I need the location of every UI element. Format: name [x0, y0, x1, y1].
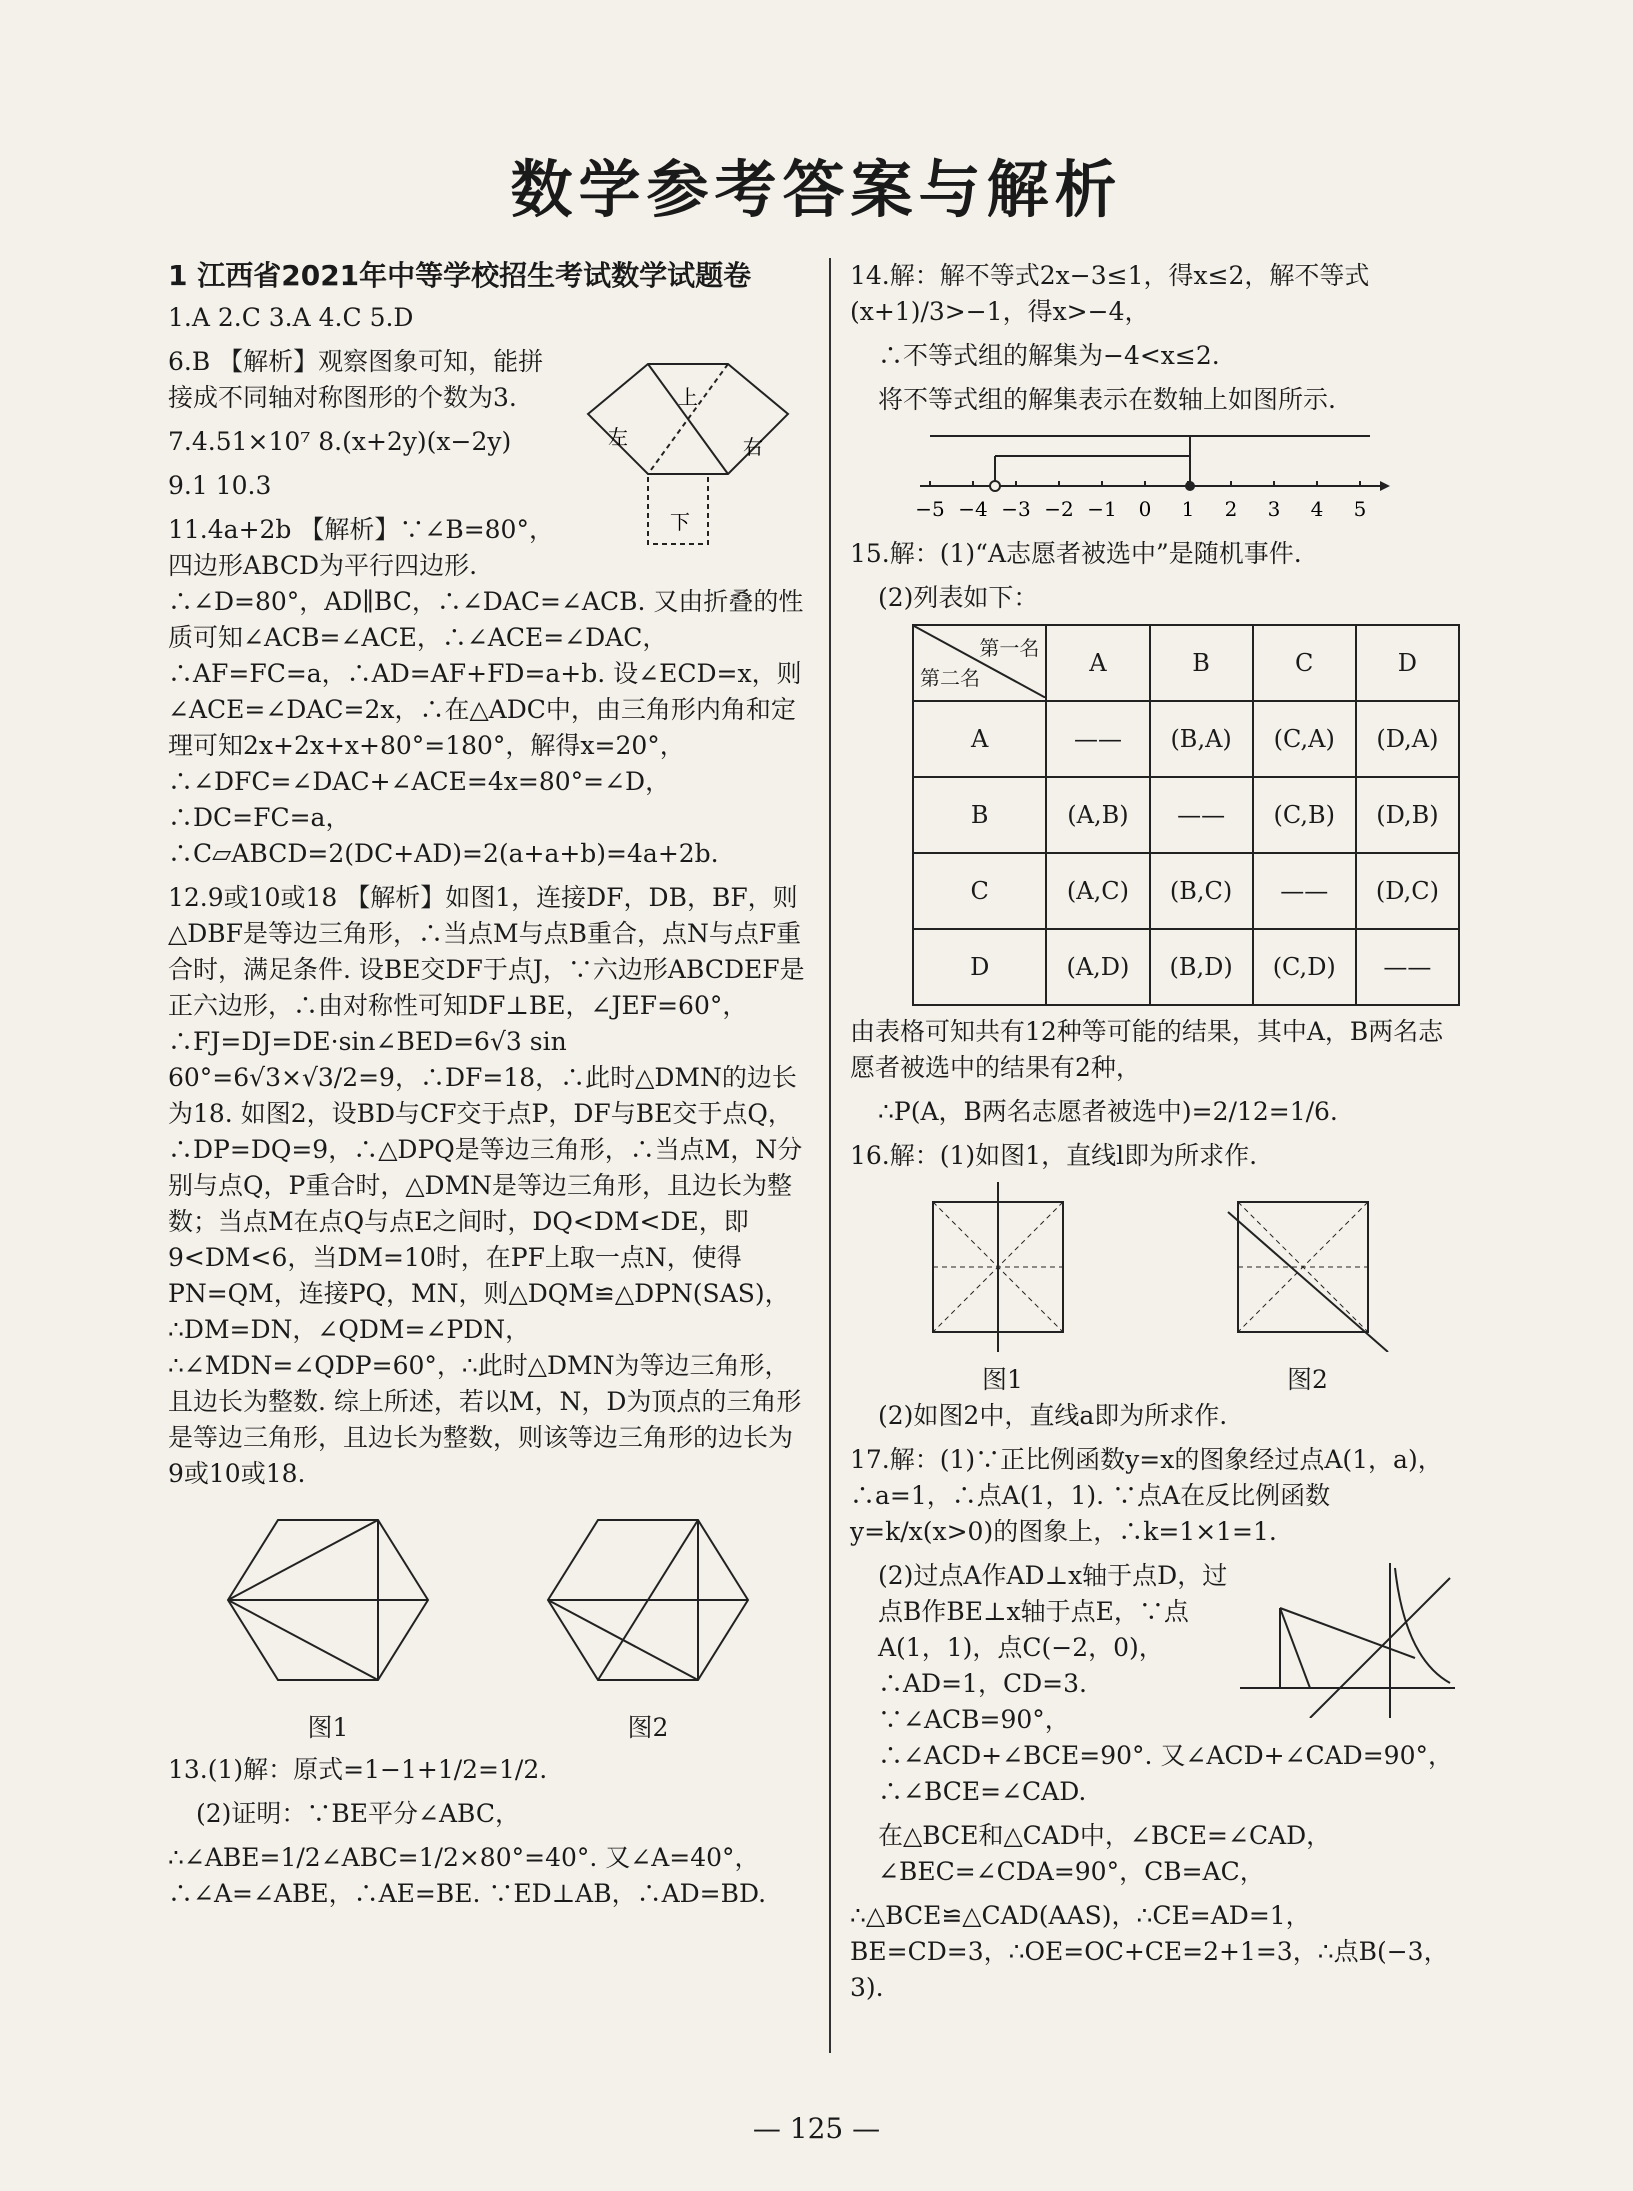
table-cell: (A,B): [1046, 777, 1149, 853]
answer-16-2: (2)如图2中，直线a即为所求作.: [878, 1401, 1228, 1430]
answer-17-2: (2)过点A作AD⊥x轴于点D，过点B作BE⊥x轴于点E，∵点A(1，1)，点C(−2，0)，∴AD=1，CD=3. ∵∠ACB=90°，∴∠ACD+∠BCE=90°. 又∠ACD+∠CAD=90°，∴∠BCE=∠CAD.: [878, 1561, 1453, 1806]
table-header-second: 第二名: [920, 666, 980, 690]
answer-15-3: 由表格可知共有12种等可能的结果，其中A，B两名志愿者被选中的结果有2种，: [850, 1017, 1444, 1082]
table-row: [913, 929, 1459, 1005]
svg-text:左: 左: [608, 425, 628, 449]
probability-table: [912, 624, 1460, 1006]
row-header: A: [913, 701, 1046, 777]
table-cell: (C,D): [1253, 929, 1356, 1005]
col-header: C: [1253, 625, 1356, 701]
col-header: A: [1046, 625, 1149, 701]
table-row: [913, 777, 1459, 853]
row-header: B: [913, 777, 1046, 853]
answer-14-3: 将不等式组的解集表示在数轴上如图所示.: [878, 385, 1336, 414]
answer-15-4: ∴P(A，B两名志愿者被选中)=2/12=1/6.: [878, 1097, 1338, 1126]
answers-1-5: 1.A 2.C 3.A 4.C 5.D: [168, 303, 414, 332]
table-cell: ——: [1356, 929, 1459, 1005]
page-number: — 125 —: [752, 2112, 881, 2145]
table-cell: (B,A): [1150, 701, 1253, 777]
section-title: 1 江西省2021年中等学校招生考试数学试题卷: [168, 259, 752, 292]
number-line-label: 0: [1138, 497, 1152, 521]
number-line-label: 1: [1181, 497, 1195, 521]
answers-7-8: 7.4.51×10⁷ 8.(x+2y)(x−2y): [168, 427, 512, 456]
table-row: [913, 853, 1459, 929]
answer-17-4: ∴△BCE≌△CAD(AAS)，∴CE=AD=1，BE=CD=3，∴OE=OC+CE=2+1=3，∴点B(−3，3).: [850, 1901, 1449, 2002]
page-title: 数学参考答案与解析: [510, 153, 1123, 226]
square-fig1-caption: 图1: [982, 1365, 1023, 1394]
table-corner: [913, 625, 1046, 701]
answer-11: 11.4a+2b 【解析】∵∠B=80°，四边形ABCD为平行四边形. ∴∠D=80°，AD∥BC，∴∠DAC=∠ACB. 又由折叠的性质可知∠ACB=∠ACE，∴∠ACE=∠DAC，∴AF=FC=a，∴AD=AF+FD=a+b. 设∠ECD=x，则∠ACE=∠DAC=2x，∴在△ADC中，由三角形内角和定理可知2x+2x+x+80°=180°，解得x=20°，∴∠DFC=∠DAC+∠ACE=4x=80°=∠D，∴DC=FC=a，∴C▱ABCD=2(DC+AD)=2(a+a+b)=4a+2b.: [168, 515, 804, 868]
col-header: B: [1150, 625, 1253, 701]
table-cell: ——: [1046, 701, 1149, 777]
hexagon-figure-2: [538, 1500, 758, 1700]
answer-17-3: 在△BCE和△CAD中，∠BCE=∠CAD，∠BEC=∠CDA=90°，CB=AC，: [878, 1821, 1332, 1886]
table-cell: (C,A): [1253, 701, 1356, 777]
answer-14-2: ∴不等式组的解集为−4<x≤2.: [878, 341, 1220, 370]
left-column: [168, 258, 808, 1920]
table-cell: ——: [1253, 853, 1356, 929]
number-line-label: −5: [915, 497, 945, 521]
square-figure-2: [1218, 1182, 1398, 1352]
answer-12: 12.9或10或18 【解析】如图1，连接DF，DB，BF，则△DBF是等边三角形，∴当点M与点B重合，点N与点F重合时，满足条件. 设BE交DF于点J，∵六边形ABCDEF是正六边形，∴由对称性可知DF⊥BE，∠JEF=60°，∴FJ=DJ=DE·sin∠BED=6√3 sin 60°=6√3×√3/2=9，∴DF=18，∴此时△DMN的边长为18. 如图2，设BD与CF交于点P，DF与BE交于点Q，∴DP=DQ=9，∴△DPQ是等边三角形，∴当点M，N分别与点Q，P重合时，△DMN是等边三角形，且边长为整数；当点M在点Q与点E之间时，DQ<DM<DE，即9<DM<6，当DM=10时，在PF上取一点N，使得PN=QM，连接PQ，MN，则△DQM≌△DPN(SAS)，∴DM=DN，∠QDM=∠PDN，∴∠MDN=∠QDP=60°，∴此时△DMN为等边三角形，且边长为整数. 综上所述，若以M，N，D为顶点的三角形是等边三角形，且边长为整数，则该等边三角形的边长为9或10或18.: [168, 883, 805, 1488]
right-column: [850, 258, 1460, 2014]
table-cell: (D,C): [1356, 853, 1459, 929]
answer-13-1: 13.(1)解：原式=1−1+1/2=1/2.: [168, 1755, 548, 1784]
number-line-label: −2: [1044, 497, 1074, 521]
row-header: C: [913, 853, 1046, 929]
number-line-label: −3: [1001, 497, 1031, 521]
hexagon-fig2-caption: 图2: [627, 1713, 669, 1742]
figure-q6: [568, 344, 808, 554]
number-line-label: 5: [1353, 497, 1367, 521]
answer-13-2: (2)证明：∵BE平分∠ABC，: [196, 1799, 520, 1828]
number-line: [910, 426, 1390, 536]
answer-16-1: 16.解：(1)如图1，直线l即为所求作.: [850, 1141, 1258, 1170]
answer-14-1: 14.解：解不等式2x−3≤1，得x≤2，解不等式(x+1)/3>−1，得x>−4，: [850, 261, 1370, 326]
table-row: [913, 701, 1459, 777]
svg-text:上: 上: [678, 385, 698, 409]
table-cell: (D,B): [1356, 777, 1459, 853]
row-header: D: [913, 929, 1046, 1005]
number-line-label: −4: [958, 497, 988, 521]
number-line-label: 3: [1267, 497, 1281, 521]
table-cell: ——: [1150, 777, 1253, 853]
table-cell: (D,A): [1356, 701, 1459, 777]
square-figure-1: [913, 1182, 1093, 1352]
table-cell: (A,D): [1046, 929, 1149, 1005]
svg-text:下: 下: [670, 510, 690, 534]
table-cell: (B,C): [1150, 853, 1253, 929]
answer-13-3: ∴∠ABE=1/2∠ABC=1/2×80°=40°. 又∠A=40°，∴∠A=∠ABE，∴AE=BE. ∵ED⊥AB，∴AD=BD.: [168, 1843, 767, 1908]
answer-6: 6.B 【解析】观察图象可知，能拼接成不同轴对称图形的个数为3.: [168, 347, 544, 412]
column-divider: [829, 258, 831, 2053]
coordinate-figure: [1240, 1558, 1460, 1718]
square-figures: [850, 1182, 1460, 1398]
col-header: D: [1356, 625, 1459, 701]
answer-15-2: (2)列表如下：: [878, 583, 1039, 612]
square-fig2-caption: 图2: [1287, 1365, 1328, 1394]
hexagon-figures: [168, 1500, 808, 1746]
number-line-label: −1: [1087, 497, 1117, 521]
table-cell: (B,D): [1150, 929, 1253, 1005]
table-cell: (C,B): [1253, 777, 1356, 853]
svg-text:右: 右: [743, 435, 763, 459]
answer-15-1: 15.解：(1)“A志愿者被选中”是随机事件.: [850, 539, 1302, 568]
table-cell: (A,C): [1046, 853, 1149, 929]
answers-9-10: 9.1 10.3: [168, 471, 272, 500]
answer-17-1: 17.解：(1)∵正比例函数y=x的图象经过点A(1，a)，∴a=1，∴点A(1，1). ∵点A在反比例函数y=k/x(x>0)的图象上，∴k=1×1=1.: [850, 1445, 1443, 1546]
number-line-label: 4: [1310, 497, 1324, 521]
hexagon-fig1-caption: 图1: [307, 1713, 349, 1742]
number-line-label: 2: [1224, 497, 1238, 521]
table-header-first: 第一名: [979, 636, 1040, 660]
hexagon-figure-1: [218, 1500, 438, 1700]
